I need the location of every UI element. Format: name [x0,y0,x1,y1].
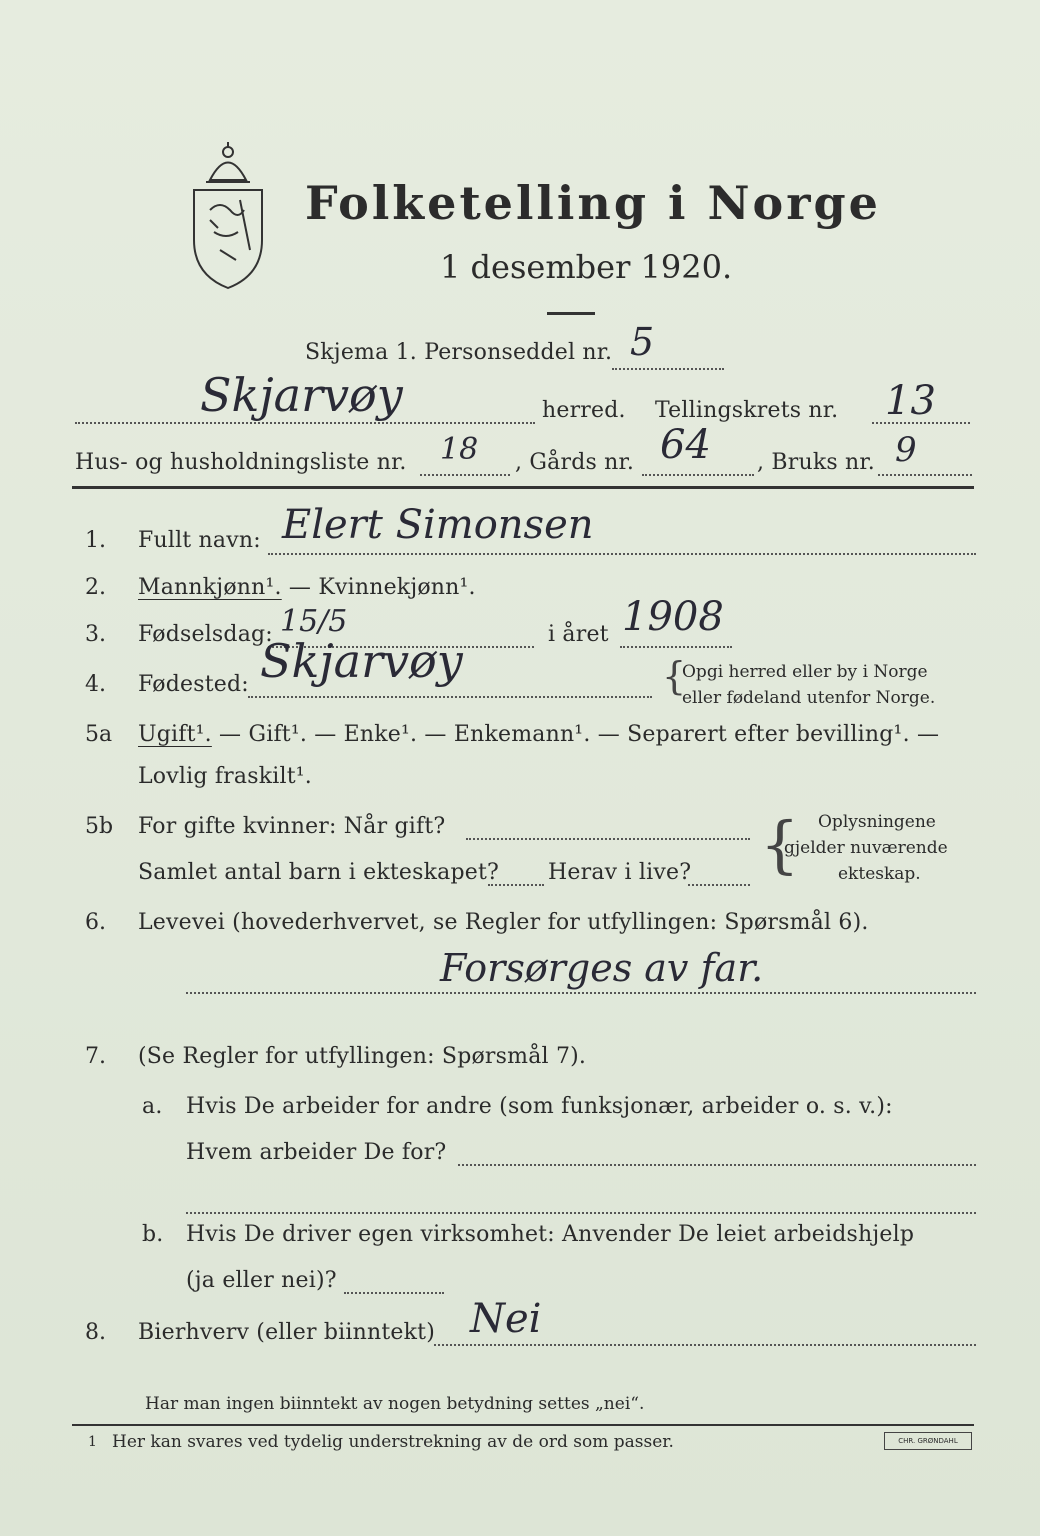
q5b-alive-line [688,884,750,886]
coat-of-arms-icon [180,140,276,290]
q7b-letter: b. [142,1222,164,1247]
q2-female-option[interactable]: Kvinnekjønn¹. [318,575,476,600]
q4-number: 4. [85,672,106,697]
q3-year-value[interactable]: 1908 [622,594,724,640]
q4-birthplace-value[interactable]: Skjarvøy [260,634,463,688]
bruks-value[interactable]: 9 [895,430,917,470]
q3-birthday-value[interactable]: 15/5 [280,604,348,639]
q5b-note-line1: Oplysningene [818,812,936,832]
herred-line [75,422,535,424]
q7b-label: Hvis De driver egen virksomhet: Anvender De leiet arbeidshjelp [186,1222,915,1247]
herred-label: herred. [542,398,626,423]
q7b-yesno-line [344,1292,444,1294]
gards-label: , Gårds nr. [515,450,635,475]
q7a-who-label: Hvem arbeider De for? [186,1140,447,1165]
footer-note: Har man ingen biinntekt av nogen betydning settes „nei“. [145,1394,645,1414]
q3-number: 3. [85,622,106,647]
q6-occupation-value[interactable]: Forsørges av far. [440,946,764,990]
q6-line [186,992,976,994]
q5a-marital-options [138,722,939,747]
q8-number: 8. [85,1320,106,1345]
q7a-letter: a. [142,1094,163,1119]
q3-year-label: i året [548,622,609,647]
q4-note-line1: Opgi herred eller by i Norge [682,662,928,682]
q3-year-line [620,646,732,648]
q4-note-brace: { [662,654,687,698]
q5b-note-brace: { [760,808,800,881]
q7a-extra-line [186,1212,976,1214]
q4-note-line2: eller fødeland utenfor Norge. [682,688,936,708]
q4-label: Fødested: [138,672,249,697]
q2-number: 2. [85,575,106,600]
q5b-alive-label: Herav i live? [548,860,692,885]
q1-full-name[interactable]: Elert Simonsen [282,502,594,548]
q6-label: Levevei (hovederhvervet, se Regler for utfyllingen: Spørsmål 6). [138,910,869,935]
q1-number: 1. [85,528,106,553]
q2-sex-options [138,575,476,600]
q5b-children-label: Samlet antal barn i ekteskapet? [138,860,500,885]
footer-rule [72,1424,974,1426]
q5b-children-line [488,884,544,886]
gards-line [642,474,754,476]
personseddel-line [612,368,724,370]
q5b-when-line [466,838,750,840]
skjema-label: Skjema 1. Personseddel nr. [305,340,613,365]
q3-label: Fødselsdag: [138,622,273,647]
gards-value[interactable]: 64 [660,422,711,468]
q2-separator: — [281,575,319,600]
q7b-yesno-label: (ja eller nei)? [186,1268,337,1293]
census-date: 1 desember 1920. [440,248,733,286]
q7a-label: Hvis De arbeider for andre (som funksjonær, arbeider o. s. v.): [186,1094,893,1119]
tellingskrets-value[interactable]: 13 [885,378,936,424]
hus-value[interactable]: 18 [440,432,479,467]
form-title: Folketelling i Norge [305,176,881,230]
q5b-label: For gifte kvinner: Når gift? [138,814,446,839]
q8-line [434,1344,976,1346]
q5a-lovlig-fraskilt[interactable]: Lovlig fraskilt¹. [138,764,312,789]
bruks-line [878,474,972,476]
q6-number: 6. [85,910,106,935]
title-divider [547,312,595,315]
hus-label: Hus- og husholdningsliste nr. [75,450,407,475]
q7a-who-line [458,1164,976,1166]
q7-label: (Se Regler for utfyllingen: Spørsmål 7). [138,1044,587,1069]
header-rule [72,486,974,489]
footnote-mark: 1 [88,1434,97,1450]
herred-value[interactable]: Skjarvøy [200,368,403,422]
q5a-ugift-option[interactable]: Ugift¹. [138,722,212,747]
q4-line [248,696,652,698]
q5a-number: 5a [85,722,113,747]
q2-male-option[interactable]: Mannkjønn¹. [138,575,282,600]
tellingskrets-label: Tellingskrets nr. [655,398,839,423]
personseddel-value[interactable]: 5 [630,320,655,364]
q7-number: 7. [85,1044,106,1069]
q1-line [268,553,976,555]
q8-side-income-value[interactable]: Nei [470,1296,542,1342]
q8-label: Bierhverv (eller biinntekt) [138,1320,436,1345]
q5a-other-options[interactable]: — Gift¹. — Enke¹. — Enkemann¹. — Separert efter bevilling¹. — [211,722,940,747]
q5b-note-line3: ekteskap. [838,864,921,884]
footnote-text: Her kan svares ved tydelig understrekning av de ord som passer. [112,1432,674,1452]
bruks-label: , Bruks nr. [757,450,875,475]
hus-line [420,474,510,476]
q5b-note-line2: gjelder nuværende [784,838,948,858]
q5b-number: 5b [85,814,114,839]
printer-stamp: CHR. GRØNDAHL [884,1432,972,1450]
q1-label: Fullt navn: [138,528,261,553]
